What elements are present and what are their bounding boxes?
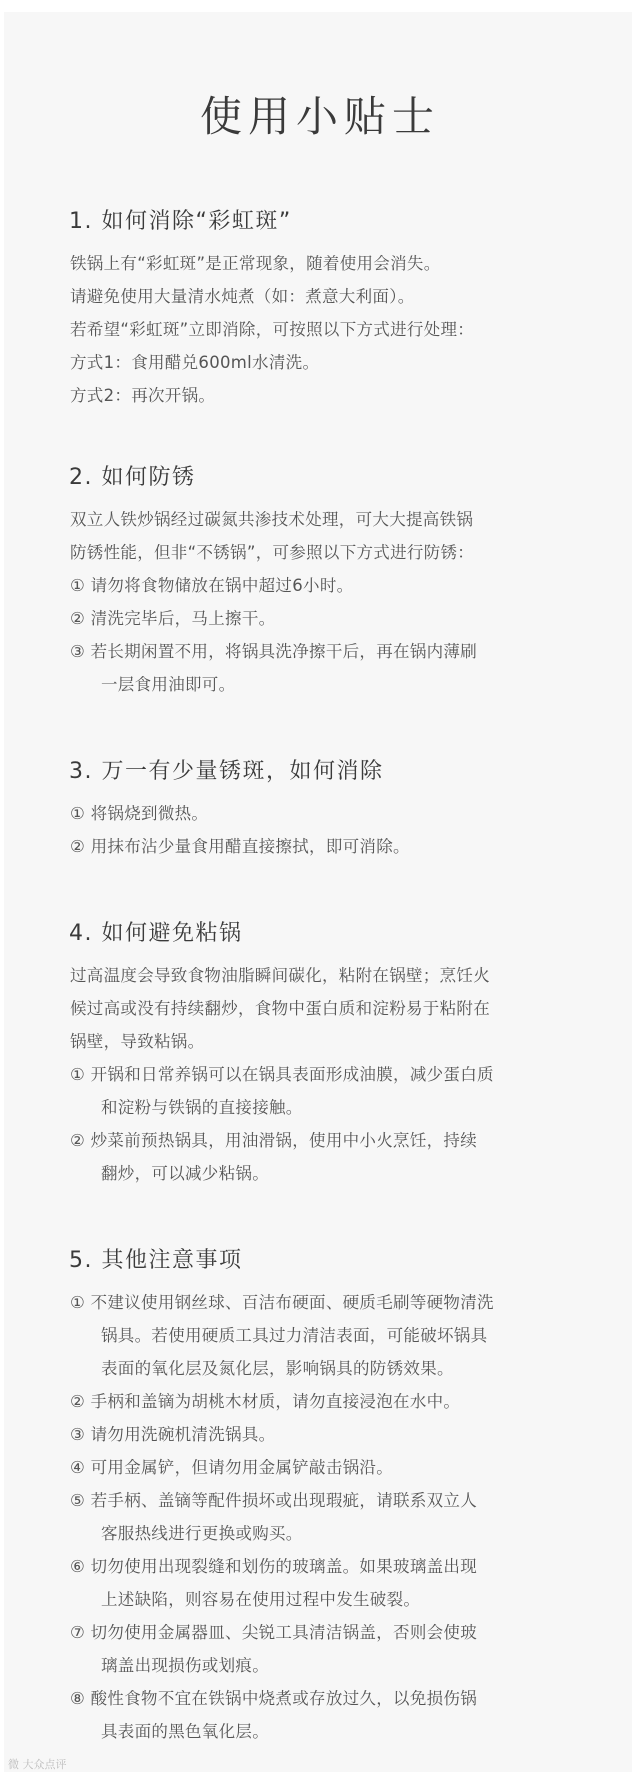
section-2-line-1: 双立人铁炒锅经过碳氮共渗技术处理，可大大提高铁锅	[70, 510, 474, 529]
section-5-item-6-cont: 上述缺陷，则容易在使用过程中发生破裂。	[101, 1590, 421, 1609]
section-1-line-2: 请避免使用大量清水炖煮（如：煮意大利面）。	[70, 287, 415, 306]
section-5-item-5-cont: 客服热线进行更换或购买。	[101, 1524, 303, 1543]
section-1-line-5: 方式2：再次开锅。	[70, 386, 216, 405]
section-1-line-1: 铁锅上有“彩虹斑”是正常现象，随着使用会消失。	[70, 254, 441, 273]
section-3-heading: 3. 万一有少量锈斑，如何消除	[69, 759, 384, 784]
section-4-item-1: ① 开锅和日常养锅可以在锅具表面形成油膜，减少蛋白质	[70, 1065, 494, 1084]
section-1-heading: 1. 如何消除“彩虹斑”	[69, 209, 292, 234]
section-5-item-2: ② 手柄和盖镝为胡桃木材质，请勿直接浸泡在水中。	[70, 1392, 461, 1411]
section-4-item-2: ② 炒菜前预热锅具，用油滑锅，使用中小火烹饪，持续	[70, 1131, 478, 1150]
section-5-item-3: ③ 请勿用洗碗机清洗锅具。	[70, 1425, 276, 1444]
section-4-line-2: 候过高或没有持续翻炒，食物中蛋白质和淀粉易于粘附在	[70, 999, 490, 1018]
section-5-item-1-cont-2: 表面的氧化层及氮化层，影响锅具的防锈效果。	[101, 1359, 454, 1378]
section-5-item-8: ⑧ 酸性食物不宜在铁锅中烧煮或存放过久，以免损伤锅	[70, 1689, 478, 1708]
section-5-heading: 5. 其他注意事项	[69, 1248, 243, 1273]
section-2-heading: 2. 如何防锈	[69, 465, 196, 490]
section-3-item-2: ② 用抹布沾少量食用醋直接擦拭，即可消除。	[70, 837, 410, 856]
section-5-item-6: ⑥ 切勿使用出现裂缝和划伤的玻璃盖。如果玻璃盖出现	[70, 1557, 478, 1576]
section-4-item-1-cont: 和淀粉与铁锅的直接接触。	[101, 1098, 303, 1117]
section-5-item-1-cont-1: 锅具。若使用硬质工具过力清洁表面，可能破坏锅具	[101, 1326, 488, 1345]
section-2-item-2: ② 清洗完毕后，马上擦干。	[70, 609, 276, 628]
section-3-item-1: ① 将锅烧到微热。	[70, 804, 209, 823]
section-2-item-1: ① 请勿将食物储放在锅中超过6小时。	[70, 576, 354, 595]
section-4-heading: 4. 如何避免粘锅	[69, 921, 243, 946]
section-4-line-3: 锅壁，导致粘锅。	[70, 1032, 205, 1051]
section-5-item-4: ④ 可用金属铲，但请勿用金属铲敲击锅沿。	[70, 1458, 394, 1477]
section-5-item-1: ① 不建议使用钢丝球、百洁布硬面、硬质毛刷等硬物清洗	[70, 1293, 494, 1312]
section-2-line-2: 防锈性能，但非“不锈锅”，可参照以下方式进行防锈：	[70, 543, 475, 562]
section-5-item-7: ⑦ 切勿使用金属器皿、尖锐工具清洁锅盖，否则会使玻	[70, 1623, 478, 1642]
section-2-item-3-cont: 一层食用油即可。	[101, 675, 236, 694]
section-5-item-7-cont: 璃盖出现损伤或划痕。	[101, 1656, 269, 1675]
section-1-line-4: 方式1：食用醋兑600ml水清洗。	[70, 353, 320, 372]
page-title: 使用小贴士	[199, 92, 440, 141]
watermark: 微 大众点评	[8, 1758, 67, 1771]
section-5-item-8-cont: 具表面的黑色氧化层。	[101, 1722, 269, 1741]
section-4-item-2-cont: 翻炒，可以减少粘锅。	[101, 1164, 269, 1183]
section-5-item-5: ⑤ 若手柄、盖镝等配件损坏或出现瑕疵，请联系双立人	[70, 1491, 478, 1510]
section-2-item-3: ③ 若长期闲置不用，将锅具洗净擦干后，再在锅内薄刷	[70, 642, 478, 661]
section-1-line-3: 若希望“彩虹斑”立即消除，可按照以下方式进行处理：	[70, 320, 475, 339]
section-4-line-1: 过高温度会导致食物油脂瞬间碳化，粘附在锅壁；烹饪火	[70, 966, 490, 985]
